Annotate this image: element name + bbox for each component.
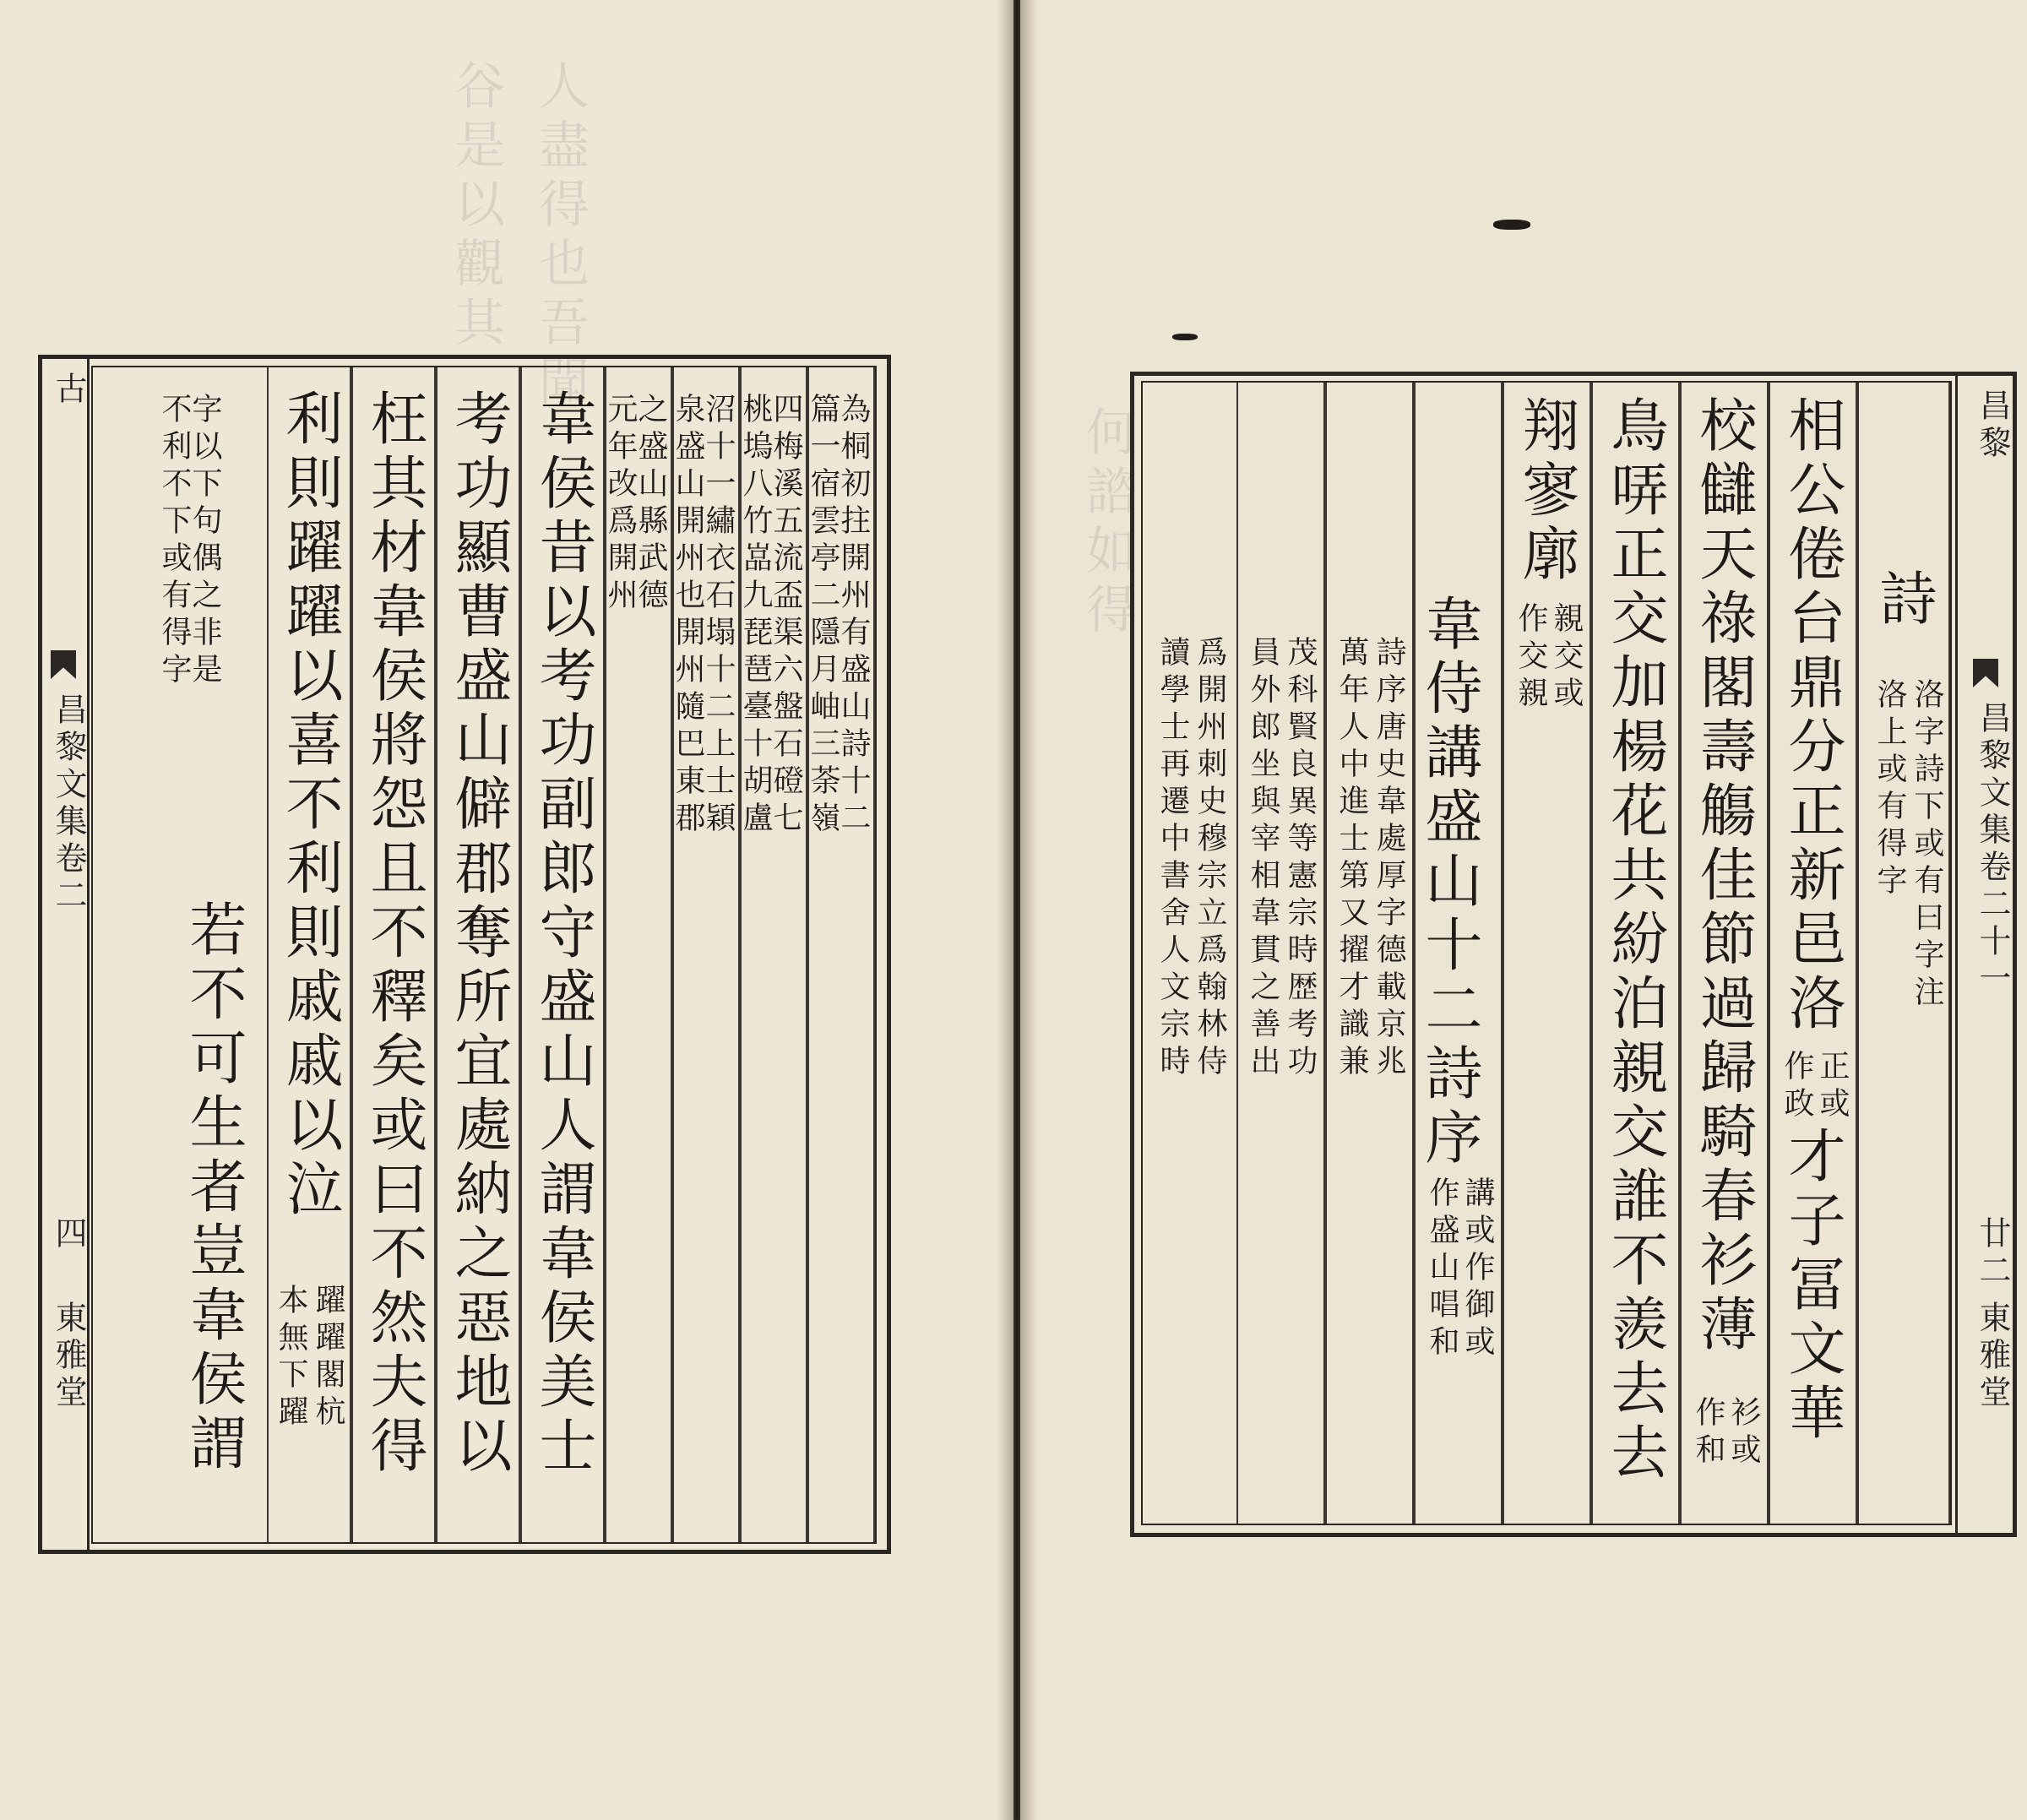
annotation-text: 作交親 [1513, 602, 1548, 714]
right-col-9 [1139, 383, 1236, 1524]
bleed-through-text: 谷是以觀其 [446, 59, 505, 355]
annotation-text: 躍躍閣杭 [311, 1284, 345, 1432]
ink-blot [1493, 220, 1530, 230]
annotation-text: 桃塢八竹嵓九琵琶臺十胡盧 [738, 393, 773, 839]
main-text: 韋侍講盛山十二詩序 [1416, 594, 1482, 1171]
margin-hall-name: 東雅堂 [1974, 1301, 2011, 1412]
left-col-5 [520, 367, 605, 1542]
annotation-text: 親交或 [1549, 602, 1584, 714]
annotation-text: 員外郎坐與宰相韋貫之善出 [1246, 636, 1280, 1082]
main-text: 相公倦台鼎分正新邑洛 [1779, 395, 1845, 1037]
left-text-frame [38, 355, 891, 1554]
main-text: 利則躍躍以喜不利則戚戚以泣 [276, 388, 343, 1223]
left-col-4 [605, 367, 672, 1542]
right-page [1020, 0, 2027, 1820]
bleed-through-text: 何諮如得 [1078, 405, 1137, 642]
annotation-text: 讀學士再遷中書舍人文宗時 [1155, 636, 1190, 1082]
annotation-text: 洛字詩下或有曰字注 [1910, 678, 1944, 1013]
book-spine [997, 0, 1037, 1820]
annotation-text: 字以下句偶之非是 [187, 393, 222, 690]
annotation-text: 茂科賢良異等憲宗時歴考功 [1283, 636, 1318, 1082]
fish-tail-mark [1973, 659, 1998, 687]
left-columns-area [91, 366, 877, 1544]
annotation-text: 作盛山唱和 [1425, 1176, 1459, 1362]
left-col-9 [157, 367, 267, 1542]
left-col-8 [267, 367, 351, 1542]
annotation-text: 爲開州刺史穆宗立爲翰林侍 [1193, 636, 1227, 1082]
main-text: 鳥哢正交加楊花共紛泊親交誰不羨去去 [1601, 395, 1668, 1486]
right-col-8 [1236, 383, 1325, 1524]
right-margin-band [1955, 372, 2017, 1537]
annotation-text: 講或作御或 [1460, 1176, 1495, 1362]
annotation-text: 之盛山縣武德 [633, 393, 668, 616]
annotation-text: 沼十一繡衣石塌十二上士穎 [701, 393, 736, 839]
right-col-3 [1680, 383, 1769, 1524]
annotation-text: 篇一宿雲亭二隱月岫三荼嶺 [806, 393, 840, 839]
annotation-text: 不利不下或有得字 [157, 393, 192, 690]
left-col-1 [807, 367, 875, 1542]
annotation-text: 作和 [1691, 1396, 1725, 1470]
main-text: 校讎天祿閣壽觴佳節過歸騎春衫薄 [1690, 395, 1757, 1358]
right-col-6 [1414, 383, 1503, 1524]
annotation-text: 洛上或有得字 [1872, 678, 1907, 901]
left-margin-band [41, 355, 90, 1554]
annotation-text: 四梅溪五流盃渠六盤石磴七 [769, 393, 803, 839]
right-columns-area [1141, 381, 1952, 1525]
main-text: 考功顯曹盛山僻郡奪所宜處納之惡地以 [445, 388, 512, 1480]
section-heading: 詩 [1870, 568, 1937, 633]
bleed-through-text: 人盡得也吾聞 [530, 59, 590, 414]
margin-page-number: 廿二 [1974, 1216, 2011, 1290]
margin-hall-name: 東雅堂 [50, 1301, 87, 1412]
main-text: 韋侯昔以考功副郎守盛山人謂韋侯美士 [530, 388, 596, 1480]
left-col-7 [351, 367, 436, 1542]
left-col-2 [740, 367, 807, 1542]
right-col-5 [1503, 383, 1591, 1524]
main-text: 枉其材韋侯將怨且不釋矣或曰不然夫得 [361, 388, 427, 1480]
annotation-text: 本無下躍 [274, 1284, 308, 1432]
ink-blot [1172, 334, 1198, 340]
annotation-text: 衫或 [1726, 1396, 1761, 1470]
margin-title-text: 昌黎文集卷二十一 [1974, 701, 2011, 998]
right-text-frame [1130, 372, 2017, 1537]
annotation-text: 元年改爲開州 [603, 393, 638, 616]
margin-top-text: 昌黎 [1974, 388, 2011, 463]
annotation-text: 作政 [1780, 1050, 1814, 1124]
margin-top-text: 古 [50, 372, 87, 409]
margin-page-number: 四 [50, 1216, 87, 1253]
right-col-2 [1769, 383, 1857, 1524]
main-text: 翔寥廓 [1513, 395, 1579, 588]
annotation-text: 正或 [1815, 1050, 1850, 1124]
right-col-7 [1325, 383, 1414, 1524]
annotation-text: 詩序唐史韋處厚字德載京兆 [1372, 636, 1406, 1082]
right-col-1 [1857, 383, 1950, 1524]
left-col-6 [436, 367, 520, 1542]
fish-tail-mark [51, 650, 76, 679]
main-text: 才子冨文華 [1779, 1126, 1845, 1447]
annotation-text: 泉盛山開州也開州隨巴東郡 [671, 393, 705, 839]
annotation-text: 萬年人中進士第又擢才識兼 [1334, 636, 1369, 1082]
left-col-3 [672, 367, 740, 1542]
main-text: 若不可生者豈韋侯謂 [180, 899, 247, 1477]
annotation-text: 為桐初拄開州有盛山詩十二 [836, 393, 871, 839]
right-col-4 [1591, 383, 1680, 1524]
margin-title-text: 昌黎文集卷二 [50, 693, 87, 915]
